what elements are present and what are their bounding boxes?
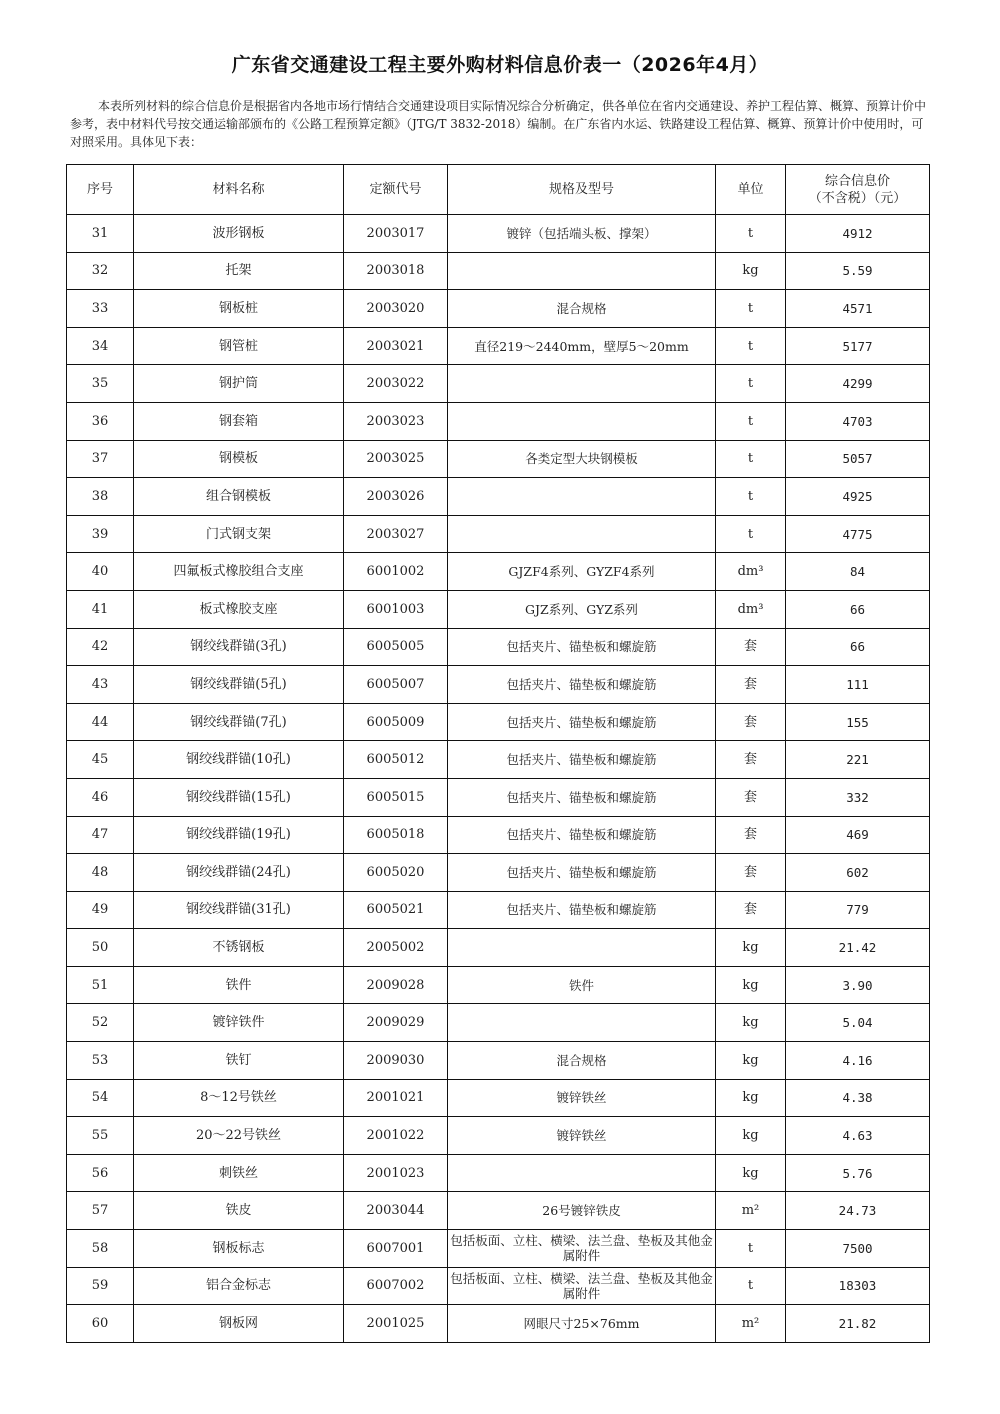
cell-spec: 混合规格 (448, 290, 716, 328)
table-row (67, 1305, 930, 1343)
cell-no: 32 (67, 252, 134, 290)
cell-unit: 套 (716, 816, 786, 854)
cell-code: 2003023 (344, 402, 448, 440)
cell-unit: 套 (716, 741, 786, 779)
cell-price: 4703 (786, 402, 930, 440)
cell-price: 66 (786, 628, 930, 666)
cell-name: 钢板标志 (134, 1230, 344, 1268)
cell-code: 2003017 (344, 215, 448, 253)
cell-code: 2003021 (344, 327, 448, 365)
cell-price: 4775 (786, 515, 930, 553)
cell-spec (448, 515, 716, 553)
cell-price: 155 (786, 703, 930, 741)
cell-spec: 包括夹片、锚垫板和螺旋筋 (448, 891, 716, 929)
table-row (67, 1079, 930, 1117)
cell-code: 2005002 (344, 929, 448, 967)
cell-name: 钢护筒 (134, 365, 344, 403)
cell-spec (448, 929, 716, 967)
cell-unit: kg (716, 1154, 786, 1192)
intro-paragraph (70, 97, 930, 151)
cell-code: 2009029 (344, 1004, 448, 1042)
cell-no: 44 (67, 703, 134, 741)
cell-spec: 包括夹片、锚垫板和螺旋筋 (448, 703, 716, 741)
table-row (67, 778, 930, 816)
cell-spec: 26号镀锌铁皮 (448, 1192, 716, 1230)
cell-no: 60 (67, 1305, 134, 1343)
cell-price: 5.04 (786, 1004, 930, 1042)
cell-spec: 包括夹片、锚垫板和螺旋筋 (448, 816, 716, 854)
cell-no: 35 (67, 365, 134, 403)
table-row (67, 1192, 930, 1230)
cell-no: 40 (67, 553, 134, 591)
cell-price: 21.82 (786, 1305, 930, 1343)
cell-price: 18303 (786, 1267, 930, 1305)
cell-spec: 包括夹片、锚垫板和螺旋筋 (448, 628, 716, 666)
table-row (67, 1154, 930, 1192)
cell-code: 6005015 (344, 778, 448, 816)
cell-unit: dm³ (716, 590, 786, 628)
cell-code: 6001002 (344, 553, 448, 591)
cell-no: 42 (67, 628, 134, 666)
cell-name: 钢绞线群锚(10孔) (134, 741, 344, 779)
cell-unit: kg (716, 929, 786, 967)
cell-spec: 混合规格 (448, 1042, 716, 1080)
cell-unit: 套 (716, 778, 786, 816)
cell-no: 54 (67, 1079, 134, 1117)
cell-no: 48 (67, 854, 134, 892)
table-row (67, 553, 930, 591)
cell-name: 铝合金标志 (134, 1267, 344, 1305)
cell-name: 镀锌铁件 (134, 1004, 344, 1042)
cell-price: 111 (786, 666, 930, 704)
cell-no: 58 (67, 1230, 134, 1268)
cell-no: 47 (67, 816, 134, 854)
table-row (67, 1230, 930, 1268)
cell-unit: m² (716, 1305, 786, 1343)
cell-price: 4299 (786, 365, 930, 403)
cell-spec: 包括板面、立柱、横梁、法兰盘、垫板及其他金属附件 (448, 1267, 716, 1305)
table-row (67, 590, 930, 628)
table-row (67, 290, 930, 328)
cell-price: 4.63 (786, 1117, 930, 1155)
cell-price: 5177 (786, 327, 930, 365)
cell-unit: kg (716, 1004, 786, 1042)
cell-price: 4925 (786, 478, 930, 516)
cell-spec: 包括夹片、锚垫板和螺旋筋 (448, 778, 716, 816)
cell-unit: t (716, 478, 786, 516)
table-row (67, 1117, 930, 1155)
cell-name: 板式橡胶支座 (134, 590, 344, 628)
cell-price: 779 (786, 891, 930, 929)
cell-price: 221 (786, 741, 930, 779)
cell-unit: 套 (716, 628, 786, 666)
cell-unit: 套 (716, 666, 786, 704)
cell-unit: t (716, 1230, 786, 1268)
cell-spec: 网眼尺寸25×76mm (448, 1305, 716, 1343)
cell-spec: 直径219～2440mm，壁厚5～20mm (448, 327, 716, 365)
cell-name: 门式钢支架 (134, 515, 344, 553)
table-row (67, 327, 930, 365)
cell-code: 2003025 (344, 440, 448, 478)
table-row (67, 252, 930, 290)
cell-spec: 镀锌铁丝 (448, 1079, 716, 1117)
cell-price: 5.76 (786, 1154, 930, 1192)
cell-name: 钢板桩 (134, 290, 344, 328)
header-no: 序号 (67, 165, 134, 215)
cell-unit: kg (716, 1117, 786, 1155)
cell-spec: 各类定型大块钢模板 (448, 440, 716, 478)
cell-name: 刺铁丝 (134, 1154, 344, 1192)
table-row (67, 666, 930, 704)
table-row (67, 1042, 930, 1080)
cell-spec: GJZF4系列、GYZF4系列 (448, 553, 716, 591)
cell-spec (448, 402, 716, 440)
cell-no: 37 (67, 440, 134, 478)
cell-unit: t (716, 365, 786, 403)
cell-no: 45 (67, 741, 134, 779)
cell-code: 6005007 (344, 666, 448, 704)
cell-no: 50 (67, 929, 134, 967)
table-row (67, 891, 930, 929)
cell-code: 6007001 (344, 1230, 448, 1268)
cell-unit: dm³ (716, 553, 786, 591)
cell-unit: t (716, 515, 786, 553)
cell-no: 41 (67, 590, 134, 628)
intro-text: 本表所列材料的综合信息价是根据省内各地市场行情结合交通建设项目实际情况综合分析确定，供各单位在省内交通建设、养护工程估算、概算、预算计价中参考，表中材料代号按交通运输部颁布的《公路工程预算定额》（JTG/T 3832-2018）编制。在广东省内水运、铁路建设工程估算、概算、预算计价中使用时，可对照采用。具体见下表： (70, 99, 927, 149)
header-code: 定额代号 (344, 165, 448, 215)
cell-price: 4912 (786, 215, 930, 253)
table-row (67, 854, 930, 892)
cell-code: 2003022 (344, 365, 448, 403)
cell-unit: t (716, 402, 786, 440)
cell-name: 钢绞线群锚(19孔) (134, 816, 344, 854)
cell-price: 24.73 (786, 1192, 930, 1230)
cell-name: 20～22号铁丝 (134, 1117, 344, 1155)
cell-no: 59 (67, 1267, 134, 1305)
cell-name: 钢模板 (134, 440, 344, 478)
cell-name: 组合钢模板 (134, 478, 344, 516)
cell-code: 6005018 (344, 816, 448, 854)
cell-name: 不锈钢板 (134, 929, 344, 967)
cell-price: 7500 (786, 1230, 930, 1268)
cell-no: 34 (67, 327, 134, 365)
cell-spec (448, 365, 716, 403)
cell-code: 2001023 (344, 1154, 448, 1192)
cell-price: 4.16 (786, 1042, 930, 1080)
cell-name: 波形钢板 (134, 215, 344, 253)
cell-unit: m² (716, 1192, 786, 1230)
cell-no: 57 (67, 1192, 134, 1230)
cell-unit: kg (716, 1079, 786, 1117)
cell-code: 6005005 (344, 628, 448, 666)
cell-code: 6007002 (344, 1267, 448, 1305)
cell-spec: 镀锌（包括端头板、撑架） (448, 215, 716, 253)
cell-spec: 包括夹片、锚垫板和螺旋筋 (448, 854, 716, 892)
cell-spec: 包括板面、立柱、横梁、法兰盘、垫板及其他金属附件 (448, 1230, 716, 1268)
table-row (67, 402, 930, 440)
cell-name: 铁钉 (134, 1042, 344, 1080)
table-row (67, 1267, 930, 1305)
cell-name: 钢绞线群锚(7孔) (134, 703, 344, 741)
cell-no: 49 (67, 891, 134, 929)
cell-code: 6005009 (344, 703, 448, 741)
cell-code: 2003027 (344, 515, 448, 553)
cell-code: 2003018 (344, 252, 448, 290)
cell-name: 托架 (134, 252, 344, 290)
cell-no: 38 (67, 478, 134, 516)
cell-code: 6005021 (344, 891, 448, 929)
cell-unit: 套 (716, 703, 786, 741)
cell-name: 钢板网 (134, 1305, 344, 1343)
cell-no: 46 (67, 778, 134, 816)
table-row (67, 816, 930, 854)
cell-spec (448, 252, 716, 290)
cell-price: 5.59 (786, 252, 930, 290)
cell-price: 602 (786, 854, 930, 892)
cell-code: 2003026 (344, 478, 448, 516)
cell-no: 51 (67, 966, 134, 1004)
cell-no: 36 (67, 402, 134, 440)
cell-unit: kg (716, 1042, 786, 1080)
cell-price: 5057 (786, 440, 930, 478)
cell-unit: kg (716, 252, 786, 290)
cell-price: 84 (786, 553, 930, 591)
cell-spec: 镀锌铁丝 (448, 1117, 716, 1155)
table-row (67, 966, 930, 1004)
header-name: 材料名称 (134, 165, 344, 215)
cell-name: 钢管桩 (134, 327, 344, 365)
cell-price: 21.42 (786, 929, 930, 967)
cell-code: 2001022 (344, 1117, 448, 1155)
cell-no: 39 (67, 515, 134, 553)
cell-name: 钢绞线群锚(5孔) (134, 666, 344, 704)
table-header-row (67, 165, 930, 215)
cell-price: 4.38 (786, 1079, 930, 1117)
cell-code: 2009028 (344, 966, 448, 1004)
cell-name: 钢绞线群锚(31孔) (134, 891, 344, 929)
cell-price: 332 (786, 778, 930, 816)
table-row (67, 365, 930, 403)
cell-name: 铁皮 (134, 1192, 344, 1230)
cell-unit: t (716, 215, 786, 253)
cell-no: 55 (67, 1117, 134, 1155)
table-row (67, 440, 930, 478)
cell-unit: t (716, 1267, 786, 1305)
table-row (67, 929, 930, 967)
cell-code: 2003020 (344, 290, 448, 328)
cell-unit: 套 (716, 854, 786, 892)
cell-price: 469 (786, 816, 930, 854)
cell-name: 8～12号铁丝 (134, 1079, 344, 1117)
cell-spec: 包括夹片、锚垫板和螺旋筋 (448, 666, 716, 704)
cell-unit: t (716, 440, 786, 478)
cell-spec: GJZ系列、GYZ系列 (448, 590, 716, 628)
cell-unit: t (716, 290, 786, 328)
cell-name: 钢绞线群锚(24孔) (134, 854, 344, 892)
header-spec: 规格及型号 (448, 165, 716, 215)
table-row (67, 628, 930, 666)
cell-price: 3.90 (786, 966, 930, 1004)
cell-unit: 套 (716, 891, 786, 929)
cell-no: 31 (67, 215, 134, 253)
cell-no: 56 (67, 1154, 134, 1192)
cell-price: 4571 (786, 290, 930, 328)
cell-spec: 包括夹片、锚垫板和螺旋筋 (448, 741, 716, 779)
table-row (67, 741, 930, 779)
cell-no: 33 (67, 290, 134, 328)
cell-name: 钢绞线群锚(15孔) (134, 778, 344, 816)
header-price-line1: 综合信息价 (824, 173, 890, 189)
cell-code: 2003044 (344, 1192, 448, 1230)
table-row (67, 515, 930, 553)
table-row (67, 478, 930, 516)
cell-no: 43 (67, 666, 134, 704)
cell-code: 6005012 (344, 741, 448, 779)
cell-code: 2001021 (344, 1079, 448, 1117)
page-title: 广东省交通建设工程主要外购材料信息价表一（2026年4月） (231, 54, 769, 76)
cell-spec (448, 478, 716, 516)
cell-no: 53 (67, 1042, 134, 1080)
cell-price: 66 (786, 590, 930, 628)
cell-spec: 铁件 (448, 966, 716, 1004)
table-row (67, 215, 930, 253)
cell-name: 铁件 (134, 966, 344, 1004)
cell-unit: t (716, 327, 786, 365)
table-row (67, 1004, 930, 1042)
cell-spec (448, 1004, 716, 1042)
cell-code: 2001025 (344, 1305, 448, 1343)
header-unit: 单位 (716, 165, 786, 215)
cell-spec (448, 1154, 716, 1192)
cell-name: 钢绞线群锚(3孔) (134, 628, 344, 666)
cell-no: 52 (67, 1004, 134, 1042)
cell-name: 四氟板式橡胶组合支座 (134, 553, 344, 591)
header-price-line2: （不含税）（元） (808, 190, 907, 206)
cell-code: 6005020 (344, 854, 448, 892)
table-row (67, 703, 930, 741)
cell-code: 6001003 (344, 590, 448, 628)
header-price (786, 165, 930, 215)
price-table (66, 164, 930, 1343)
cell-unit: kg (716, 966, 786, 1004)
cell-name: 钢套箱 (134, 402, 344, 440)
cell-code: 2009030 (344, 1042, 448, 1080)
